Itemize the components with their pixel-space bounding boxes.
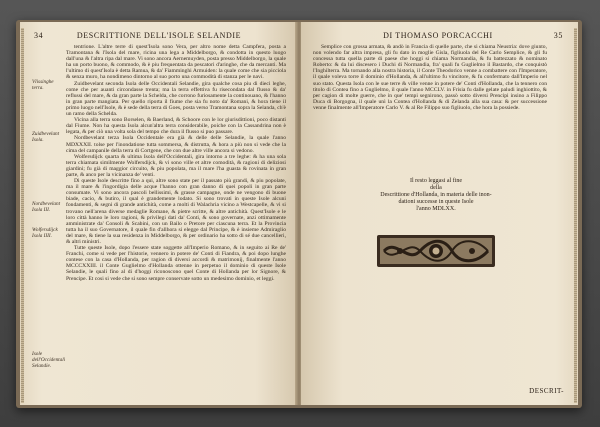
margin-note: Nordbevelant Isola III. xyxy=(32,201,61,213)
page-edge-left xyxy=(21,28,24,403)
paragraph: Nordbevelant terza Isola Occidentale era già & delle delle Selandie, la quale l'anno MDXXXII. tolse per l'inondatione tutta sommersa, & distrutta, & hora a più non si vede che la cima del campanile della terra di Cortgene, che con due altre ville ancora si vedono. xyxy=(66,135,286,154)
closing-note-line: Descrittione d'Hollanda, in materia delle inon- xyxy=(380,192,492,198)
right-running-title: DI THOMASO PORCACCHI xyxy=(383,31,493,40)
paragraph: tentrione. L'altre terre di quest'Isola sono Vera, per altro nome detta Campfera, posta a Tramontana & l'Isola del mare, ricina una lega a Middelborgo, & condotta in questo luogo dall'una & l'altra ripa dal mare. Vi sono ancora Aernemuyden, posta presso Middelborgo, la quale ha un porto buono, & commodo, & è piu frequentata da pescatori d'aringhe, che da mercanti. Ma l'ultimo di quest'Isola è detta Ramua, & da' Fiamminghi Armuiden: la quale come che sia picciola & senza muro, ha nondimeno dintorno al suo porto una commodità di stanza per le navi. xyxy=(66,44,286,81)
left-page-number: 34 xyxy=(34,31,44,40)
closing-note-line: della xyxy=(430,185,442,191)
left-running-head xyxy=(34,31,284,41)
right-page xyxy=(301,22,578,405)
right-running-head xyxy=(313,31,563,41)
closing-note-line: Il resto leggasi al fine xyxy=(410,178,462,184)
closing-note xyxy=(341,178,531,213)
catchword: DESCRIT- xyxy=(529,387,564,395)
left-body-text xyxy=(66,44,286,396)
closing-note-line: l'anno MDLXX. xyxy=(416,206,456,212)
left-running-title: DESCRITTIONE DELL'ISOLE SELANDIE xyxy=(76,31,242,40)
paragraph: Di queste Isole descritte fino a qui, altre sono state per il passato più grandi, & piu popolate, ma il mare & l'ingordigia delle acque l'hanno con gran danno di quei popoli in gran parte consumate. Vi sono ancora pascoli bellissimi, & grasse campagne, onde ne vengono di buone biade, cacio, & butiro, il qual è grandemente lodato. Si sono trovati in queste Isole alcuni fondamenti, & segni di grande antichità, come a molti di Walachria vicino a Westcapelle, & vi si trovano nell'arena diverse medaglie Romane, & pietre scritte, & altre antichità. Quest'Isole e le loro città hanno le loro ragioni, & privilegi dati da' Conti, & sono governate, anzi ottimamente amministrate da' Consoli & Scabini, con un Bailo o Pretore per ciascuna terra. Et la Provincia tutta ha il suo Governatore, il quale fin d'allhora si elegge dal Principe, & è insieme Admiraglio del mare, & tiene la sua residenza in Middelborgo, & per ordinario ha sotto di sé due cancellieri, & altri ministri. xyxy=(66,178,286,245)
closing-note-line: dationi successe in queste Isole xyxy=(398,199,474,205)
margin-note: Zuidbevelant Isola. xyxy=(32,131,60,143)
margin-note: Wolfersdijck Isola IIII. xyxy=(32,227,58,239)
right-body-text xyxy=(313,44,547,175)
headpiece-ornament-icon xyxy=(376,234,496,268)
right-page-number: 35 xyxy=(553,31,563,40)
paragraph: Tutte queste Isole, dopo l'essere state soggette all'Imperio Romano, & in seguito ai Re de' Franchi, come si vede per l'historie, vennero in potere de' Conti di Fiandra, & poi dopo lunghe contese con la casa d'Hollanda, per ragion di diversi accordi & matrimonij, finalmente l'anno MCCCXXIII. il Conte Guglielmo d'Hollanda ottenne in perpetuo il dominio di queste Isole Selandie, le quali fino al di d'hoggi riconoscono quel Conte di Hollanda per lor Signore, & Prencipe. Et cosi si vede che si sono sempre conservate sotto un medesimo dominio, et leggi. xyxy=(66,245,286,282)
open-book xyxy=(16,20,582,408)
left-page xyxy=(20,22,297,405)
page-edge-right xyxy=(574,28,577,403)
paragraph: Semplice con grossa armata, & andò in Francia di quelle parte, che si chiama Neustria: dove giunto, non volendo far altra impresa, gli fu dato in moglie Gisla, figliuola del Re Carlo Semplice, & gli fu concessa tutta quella parte di paese che hoggi si chiama Normandia, & fu battezzato & nominato Roberto: & da lui discesero i Duchi di Normandia, fra' quali fu Guglielmo il Bastardo, che conquistò l'Inghilterra. Ma tornando alla nostra historia, il Conte Theodorico venne a combattere con l'Imperatore, il quale voleva torre il dominio d'Hollanda, & all'ultimo fu vincitore, & fu confermato dall'Imperio nel suo stato. Questa Isola con le sue terre & ville venne in potere de' Conti d'Hollanda, che la tennero con titolo di Contea fino a Guglielmo, il quale l'anno MCCLV. in Frisia fu dalle gelate paludi inghiottito, & per cagion di molte guerre, che in que' tempi segnirono, passò sotto diversi Prencipi insino a Filippo Duca di Borgogna, il quale unì la Contea d'Hollanda & di Zelanda alla sua casa: & per successione venne finalmente all'Imperatore Carlo V. & al Re Filippo suo figliuolo, che hora la possiede. xyxy=(313,44,547,111)
margin-note: Isole dell'Occidentali Selandie. xyxy=(32,351,66,369)
paragraph: Zuidbevelant seconda Isola delle Occidentali Selandie, gira qualche cosa piu di dieci leghe, come che per auanti circondasse trenta; ma la terra effettiva fu risecondata dal flusso & da' reflussi del mare, & da gran parte la Schelda, che corrono furiosamente la continouano, & l'hanno in gran parte mangiata. Per quello riporta il fiume che sia fu noto da' Romani, & hora tiene il primo luogo nell'Isole, & è sede della terra di Goes, posta verso Tramontana sopra la Selanda, ch'è un ramo della Schelda. xyxy=(66,80,286,118)
paragraph: Wolfersdijck quarta & ultima Isola dell'Occidentali, gira intorno a tre leghe: & ha una sola terra chiamata similmente Wolfersdijck, & vi sono ville et altre comodità, & ragioni di deliziosi giardini; fu già di maggior circuito, & piu popolata, ma il mare l'ha guasta & rovinata in gran parte, & anco per la vicinanza de' venti. xyxy=(66,153,286,178)
margin-note: Vlissinghe terra. xyxy=(32,79,54,91)
paragraph: Vicina alla terra sono Borselen, & Baerland, & Schoore con le lor giurisdittioni, poco distanti dal Fiume. Non ha questa Isola alcun'altra terra considerabile, poiche con la Cassandrina non è legata, & per ciò una volta sola del tempo che dura il flusso si puo passare. xyxy=(66,117,286,136)
